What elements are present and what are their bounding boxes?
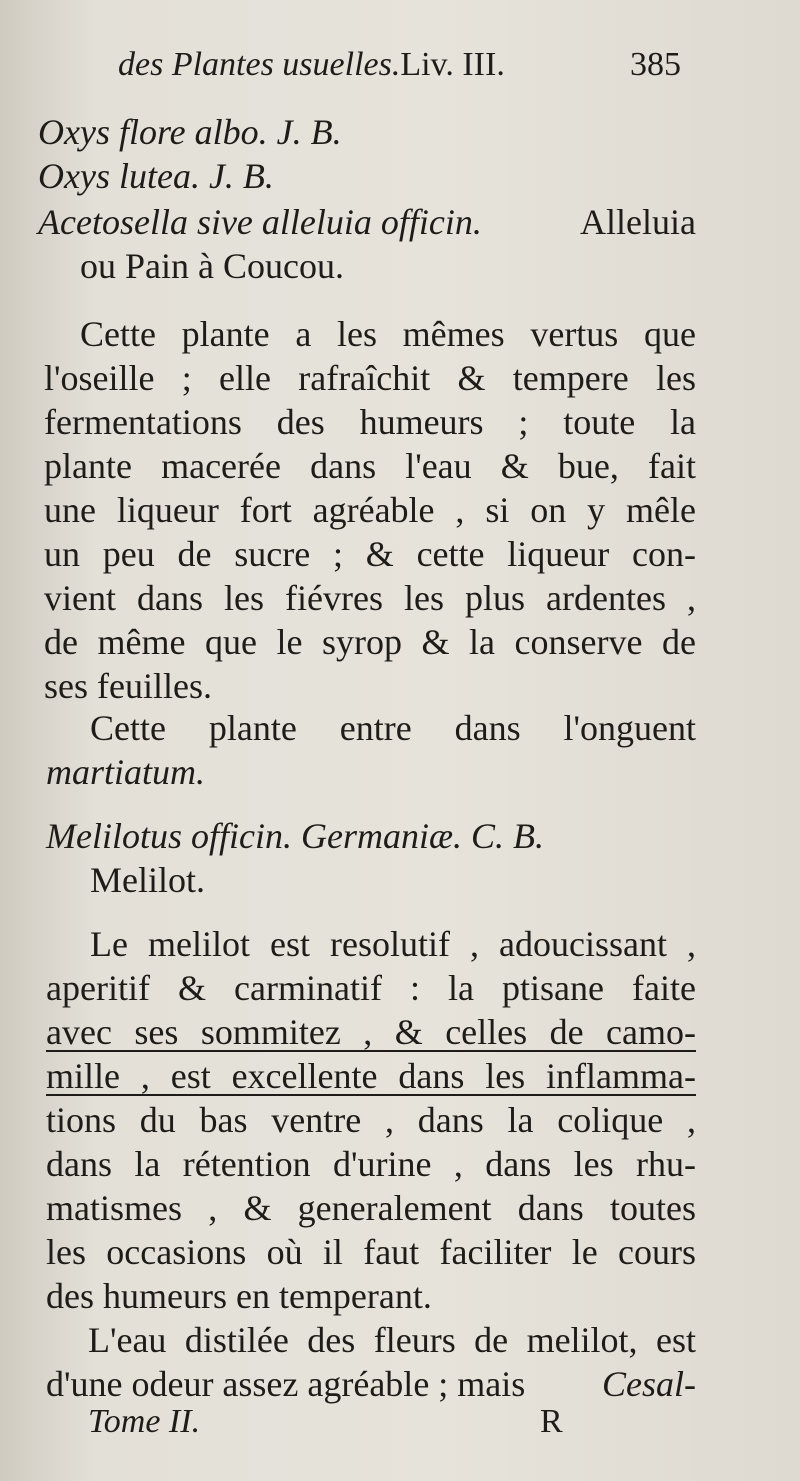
- entry-acetosella-latin: Acetosella sive alleluia officin.: [38, 202, 482, 242]
- para2-italic-term: martiatum.: [46, 752, 206, 792]
- para3-line: matismes , & generalement dans toutes: [46, 1188, 696, 1228]
- running-head-italic: des Plantes usuelles.: [118, 46, 401, 83]
- para3-line: les occasions où il faut faciliter le cours: [46, 1232, 696, 1272]
- para2-line: Cette plante entre dans l'onguent: [90, 708, 696, 748]
- entry-melilotus-french: Melilot.: [90, 860, 205, 900]
- para3-line: aperitif & carminatif : la ptisane faite: [46, 968, 696, 1008]
- para3-line: tions du bas ventre , dans la colique ,: [46, 1100, 696, 1140]
- para3-line-underlined: mille , est excellente dans les inflamma-: [46, 1056, 696, 1096]
- para4-line2-roman: d'une odeur assez agréable ; mais: [46, 1364, 526, 1404]
- entry-acetosella-french: Alleluia: [580, 202, 696, 242]
- para1-line: fermentations des humeurs ; toute la: [44, 402, 696, 442]
- entry-acetosella-french-cont: ou Pain à Coucou.: [80, 246, 344, 286]
- para4-line2-italic: Cesal-: [602, 1364, 696, 1404]
- para1-line: ses feuilles.: [44, 666, 212, 706]
- entry-melilotus-latin: Melilotus officin. Germaniæ. C. B.: [46, 816, 544, 856]
- page-number: 385: [630, 46, 681, 83]
- para1-line: Cette plante a les mêmes vertus que: [80, 314, 696, 354]
- para3-line: des humeurs en temperant.: [46, 1276, 432, 1316]
- para1-line: l'oseille ; elle rafraîchit & tempere les: [44, 358, 696, 398]
- running-header: [118, 46, 718, 96]
- para3-line: Le melilot est resolutif , adoucissant ,: [90, 924, 696, 964]
- para1-line: une liqueur fort agréable , si on y mêle: [44, 490, 696, 530]
- running-head: [118, 46, 505, 84]
- volume-mark: Tome II.: [88, 1403, 201, 1440]
- entry-oxys-lutea: Oxys lutea. J. B.: [38, 156, 274, 196]
- para1-line: de même que le syrop & la conserve de: [44, 622, 696, 662]
- signature-mark: R: [540, 1403, 563, 1440]
- entry-oxys-alba: Oxys flore albo. J. B.: [38, 112, 342, 152]
- para1-line: plante macerée dans l'eau & bue, fait: [44, 446, 696, 486]
- para1-line: vient dans les fiévres les plus ardentes ,: [44, 578, 696, 618]
- para1-line: un peu de sucre ; & cette liqueur con-: [44, 534, 696, 574]
- para4-line: L'eau distilée des fleurs de melilot, est: [88, 1320, 696, 1360]
- entry-acetosella: [38, 200, 696, 244]
- para3-line-underlined: avec ses sommitez , & celles de camo-: [46, 1012, 696, 1052]
- running-head-roman: Liv. III.: [400, 46, 505, 83]
- para3-line: dans la rétention d'urine , dans les rhu-: [46, 1144, 696, 1184]
